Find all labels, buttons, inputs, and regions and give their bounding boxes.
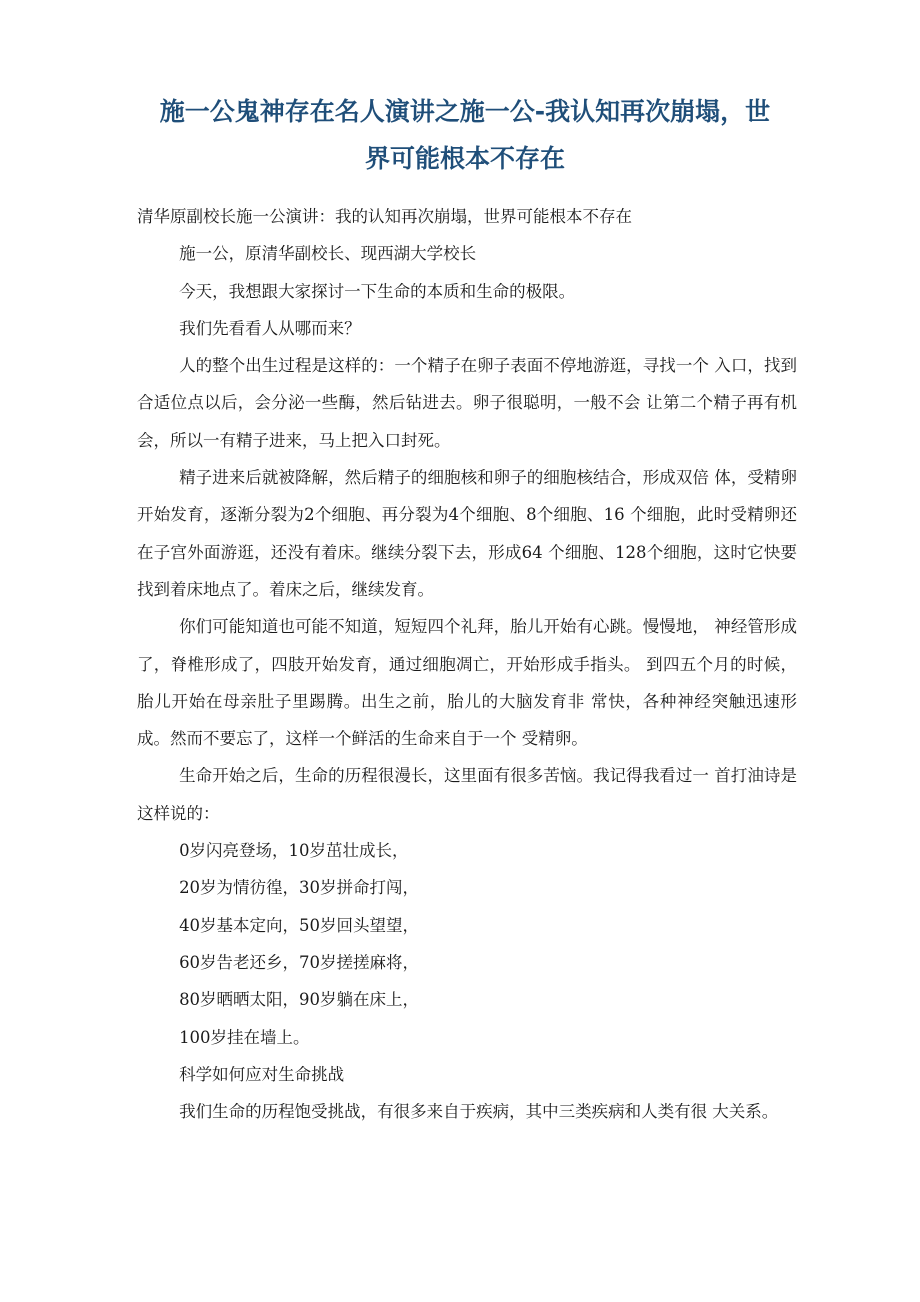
speaker-intro: 施一公，原清华副校长、现西湖大学校长	[179, 244, 477, 264]
document-title: 施一公鬼神存在名人演讲之施一公-我认知再次崩塌，世界可能根本不存在	[159, 97, 771, 173]
poem-line: 20岁为情彷徨，30岁拼命打闯，	[179, 878, 420, 898]
paragraph: 今天，我想跟大家探讨一下生命的本质和生命的极限。	[179, 281, 576, 301]
section-heading: 科学如何应对生命挑战	[179, 1064, 345, 1084]
subtitle-line: 清华原副校长施一公演讲：我的认知再次崩塌，世界可能根本不存在	[137, 207, 632, 226]
poem-line: 0岁闪亮登场，10岁茁壮成长，	[179, 841, 409, 861]
poem-line: 40岁基本定向，50岁回头望望，	[179, 915, 420, 935]
paragraph: 生命开始之后，生命的历程很漫长，这里面有很多苦恼。我记得我看过一 首打油诗是这样说的：	[137, 766, 797, 823]
paragraph: 我们生命的历程饱受挑战，有很多来自于疾病，其中三类疾病和人类有很 大关系。	[179, 1102, 779, 1122]
poem-line: 80岁晒晒太阳，90岁躺在床上，	[179, 990, 420, 1010]
paragraph: 我们先看看人从哪而来？	[179, 318, 361, 338]
poem-line: 60岁告老还乡，70岁搓搓麻将，	[179, 952, 420, 972]
paragraph: 人的整个出生过程是这样的：一个精子在卵子表面不停地游逛，寻找一个 入口，找到合适位点以后，会分泌一些酶，然后钻进去。卵子很聪明，一般不会 让第二个精子再有机会，所以一有精子进来，马上把入口封死。	[137, 356, 797, 450]
paragraph: 精子进来后就被降解，然后精子的细胞核和卵子的细胞核结合，形成双倍 体，受精卵开始发育，逐渐分裂为2个细胞、再分裂为4个细胞、8个细胞、16 个细胞，此时受精卵还在子宫外面游逛，还没有着床。继续分裂下去，形成64 个细胞、128个细胞，这时它快要找到着床地点了。着床之后，继续发育。	[137, 468, 797, 599]
document-body	[137, 198, 797, 1130]
poem-line: 100岁挂在墙上。	[179, 1027, 310, 1047]
paragraph: 你们可能知道也可能不知道，短短四个礼拜，胎儿开始有心跳。慢慢地， 神经管形成了，脊椎形成了，四肢开始发育，通过细胞凋亡，开始形成手指头。 到四五个月的时候，胎儿开始在母亲肚子里踢腾。出生之前，胎儿的大脑发育非 常快，各种神经突触迅速形成。然而不要忘了，这样一个鲜活的生命来自于一个 受精卵。	[137, 617, 797, 749]
